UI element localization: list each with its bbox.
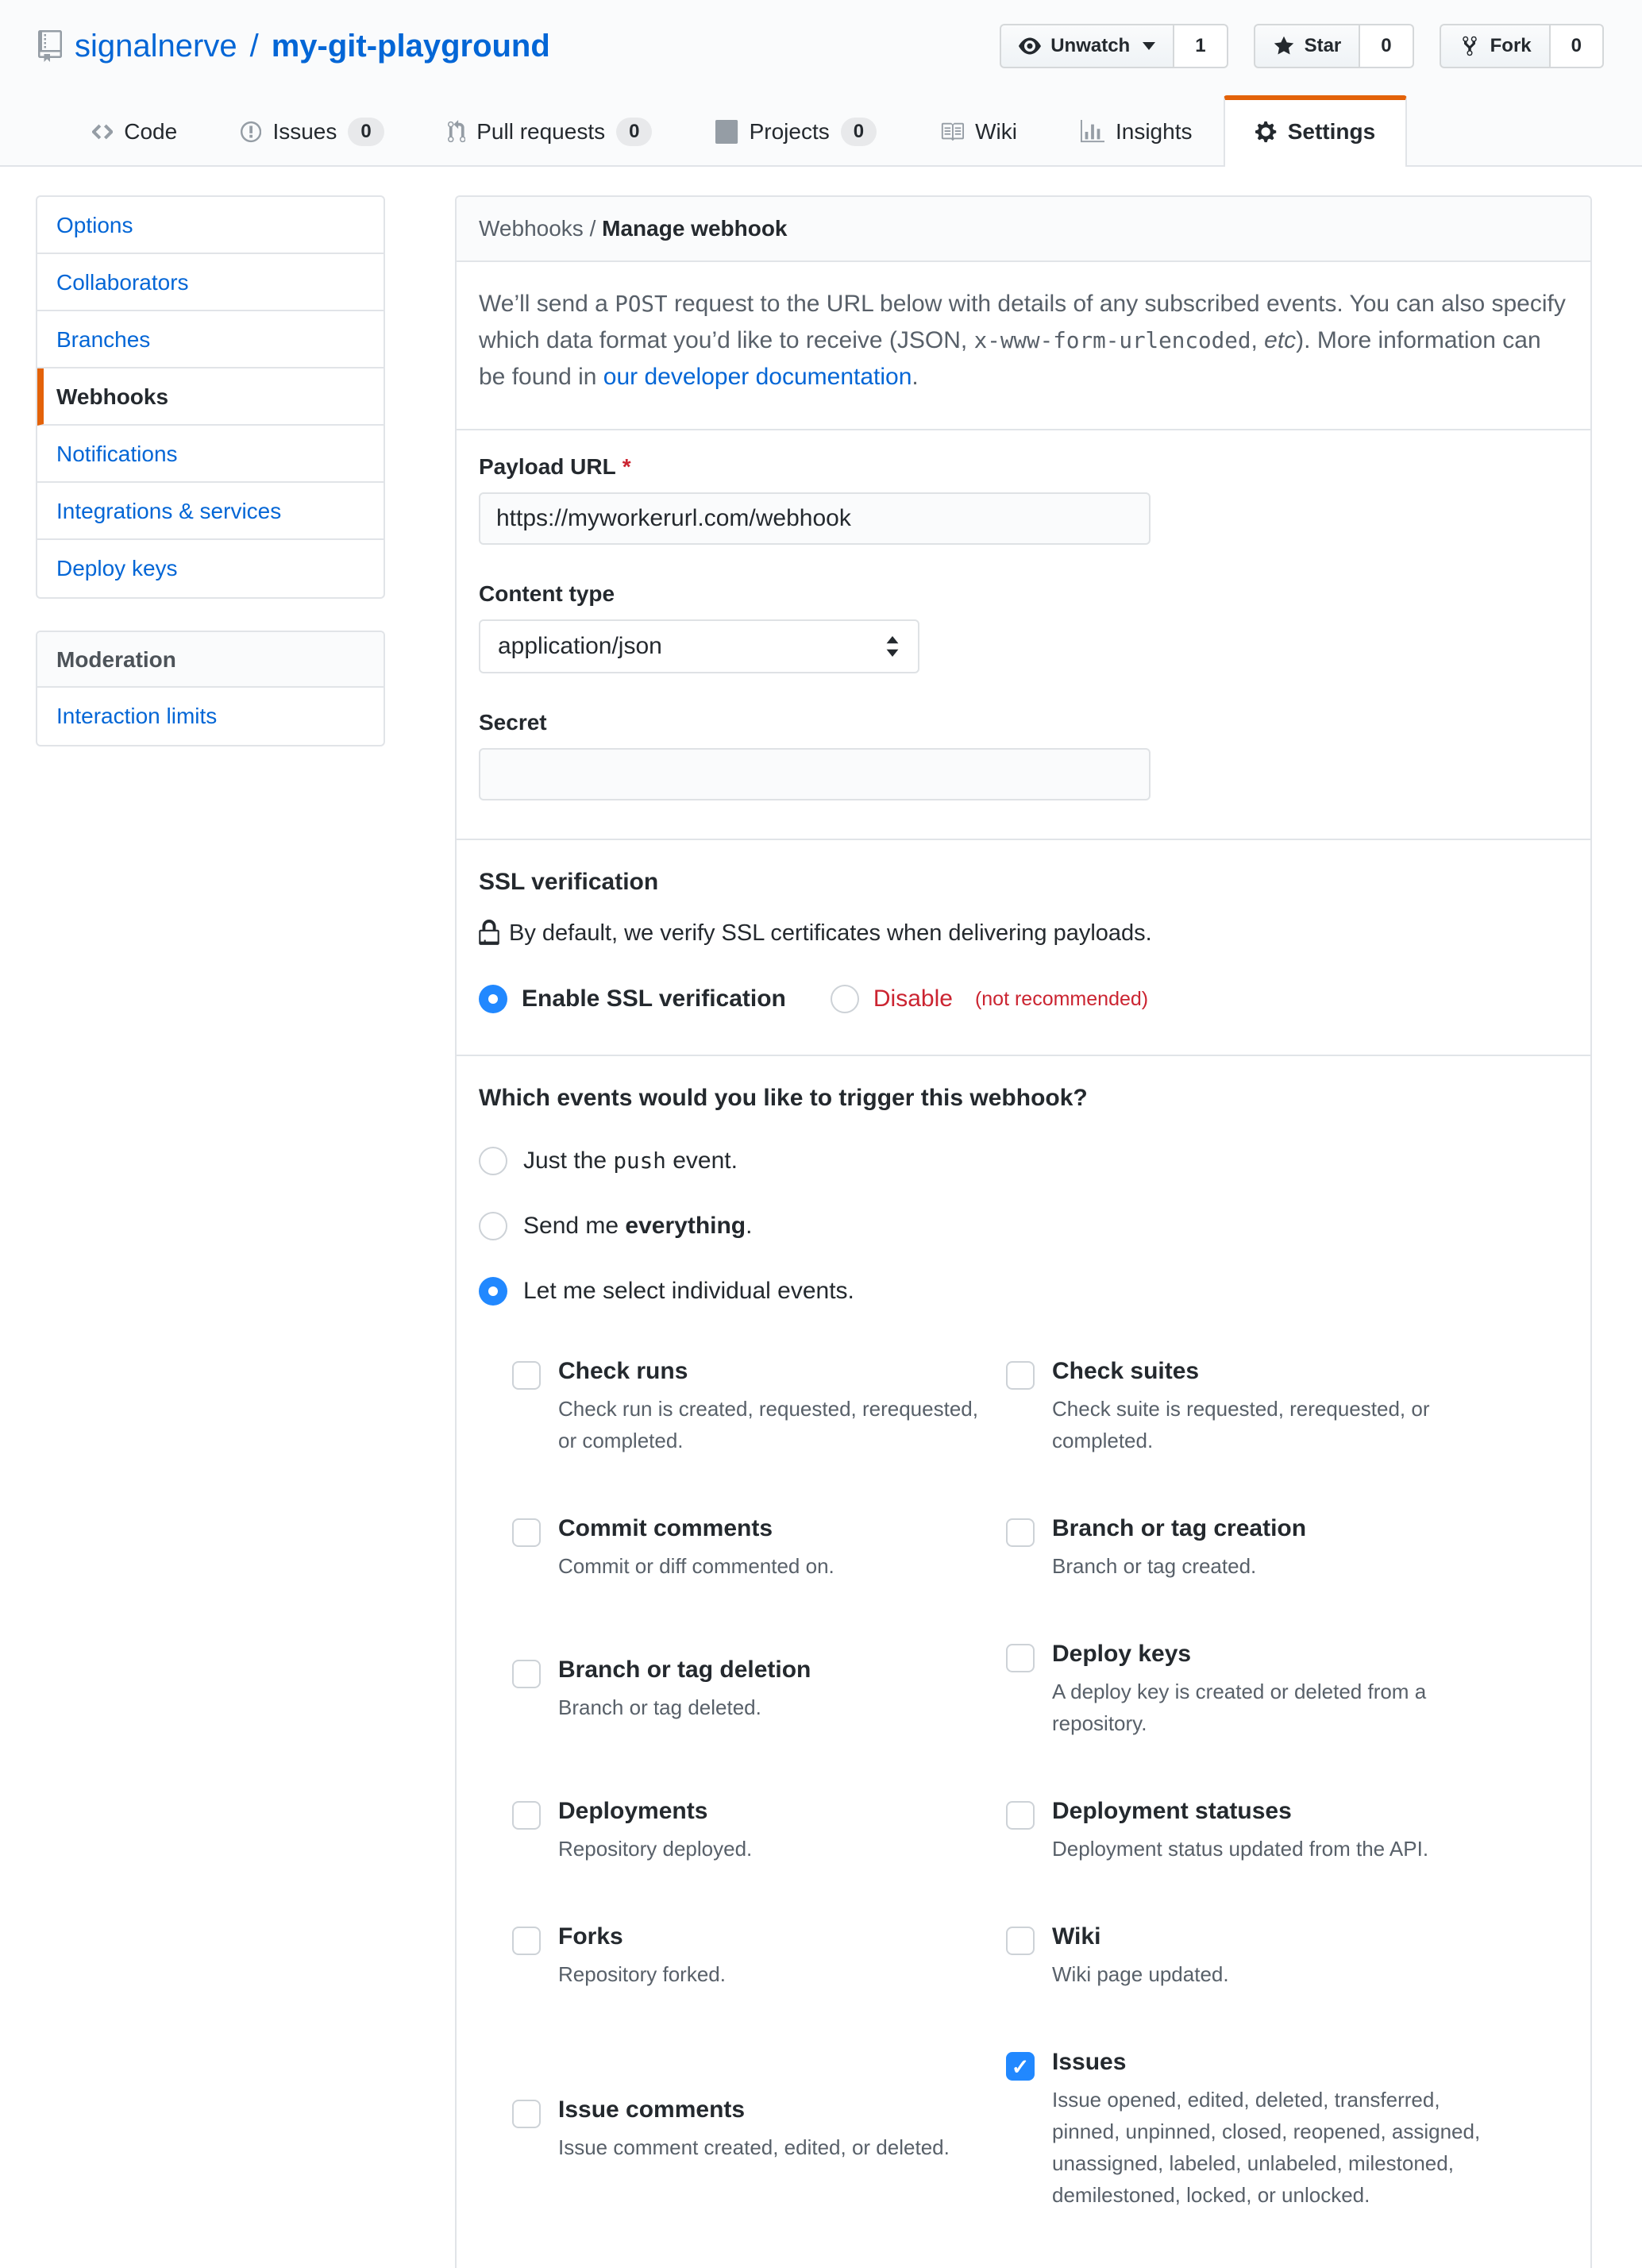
event-item-wiki: Wiki Wiki page updated. [1006, 1923, 1568, 1990]
push-code: push [613, 1148, 666, 1174]
ssl-title: SSL verification [479, 869, 659, 895]
individual-events-radio[interactable] [479, 1277, 507, 1306]
content-type-group [479, 581, 1568, 673]
repo-actions [1000, 24, 1604, 68]
event-item-branch-creation: Branch or tag creation Branch or tag created. [1006, 1515, 1568, 1582]
event-option-push[interactable]: Just the push event. [479, 1147, 1568, 1175]
developer-docs-link[interactable]: our developer documentation [603, 364, 912, 390]
event-item-deploy-keys: Deploy keys A deploy key is created or deleted from a repository. [1006, 1641, 1568, 1739]
moderation-menu [36, 631, 385, 746]
sidebar-item-notifications[interactable]: Notifications [37, 426, 384, 483]
event-option-everything[interactable]: Send me everything. [479, 1212, 1568, 1240]
webhook-panel [455, 195, 1592, 2268]
secret-label: Secret [479, 710, 547, 735]
event-item-deployment-statuses: Deployment statuses Deployment status updated from the API. [1006, 1798, 1568, 1865]
watch-group [1000, 24, 1228, 68]
star-icon [1273, 35, 1295, 57]
event-item-branch-deletion: Branch or tag deletion Branch or tag deleted. [512, 1657, 1006, 1723]
repo-separator: / [249, 28, 259, 64]
tab-pull-requests[interactable]: Pull requests 0 [416, 95, 684, 167]
branch-creation-checkbox[interactable] [1006, 1518, 1035, 1547]
secret-group [479, 710, 1568, 800]
tab-insights[interactable]: Insights [1049, 95, 1224, 167]
repo-owner-link[interactable]: signalnerve [75, 28, 237, 64]
events-row [512, 1641, 1568, 1739]
events-section [457, 1056, 1590, 2268]
event-item-check-suites: Check suites Check suite is requested, rerequested, or completed. [1006, 1358, 1568, 1456]
gear-icon [1255, 120, 1276, 144]
sidebar-item-interaction-limits[interactable]: Interaction limits [56, 704, 218, 728]
events-row [512, 1358, 1568, 1456]
payload-url-label: Payload URL * [479, 454, 631, 479]
lock-icon [479, 920, 499, 947]
payload-url-input[interactable] [479, 492, 1151, 545]
issues-checkbox[interactable] [1006, 2052, 1035, 2081]
events-grid [512, 1358, 1568, 2211]
form-section [457, 430, 1590, 840]
book-icon [940, 120, 964, 144]
sidebar-item-deploy-keys[interactable]: Deploy keys [56, 556, 178, 580]
event-item-issue-comments: Issue comments Issue comment created, edited, or deleted. [512, 2096, 1006, 2163]
events-row [512, 1515, 1568, 1582]
ssl-disable-radio[interactable] [831, 985, 859, 1013]
breadcrumb-webhooks-link[interactable]: Webhooks [479, 216, 584, 241]
repo-name-link[interactable]: my-git-playground [271, 28, 550, 64]
content-area [0, 167, 1642, 2268]
page-header [0, 0, 1642, 167]
pull-request-icon [448, 120, 466, 144]
tab-projects[interactable]: Projects 0 [684, 95, 908, 167]
graph-icon [1081, 120, 1104, 144]
post-code: POST [615, 291, 668, 317]
check-suites-checkbox[interactable] [1006, 1361, 1035, 1390]
issues-count-badge: 0 [348, 118, 384, 146]
events-row [512, 1923, 1568, 1990]
sidebar-item-options[interactable]: Options [37, 197, 384, 254]
select-caret-icon [885, 636, 900, 657]
wiki-checkbox[interactable] [1006, 1927, 1035, 1955]
settings-menu [36, 195, 385, 599]
fork-group [1440, 24, 1604, 68]
check-runs-checkbox[interactable] [512, 1361, 541, 1390]
secret-input[interactable] [479, 748, 1151, 800]
everything-radio[interactable] [479, 1212, 507, 1240]
star-group [1254, 24, 1414, 68]
ssl-section [457, 840, 1590, 1056]
ssl-enable-option[interactable] [479, 985, 786, 1013]
ssl-enable-label: Enable SSL verification [522, 986, 786, 1012]
intro-text: We’ll send a POST request to the URL below with details of any subscribed events. You can also specify which data format you’d like to receive (JSON, x-www-form-urlencoded, etc). More information can be found in our developer documentation. [479, 291, 1566, 390]
breadcrumb [457, 197, 1590, 262]
eye-icon [1019, 35, 1041, 57]
event-item-check-runs: Check runs Check run is created, requested, rerequested, or completed. [512, 1358, 1006, 1456]
sidebar-item-branches[interactable]: Branches [37, 311, 384, 368]
sidebar-item-webhooks[interactable]: Webhooks [37, 368, 384, 426]
intro-section [457, 262, 1590, 430]
events-row [512, 1798, 1568, 1865]
issue-opened-icon [241, 120, 261, 144]
deployment-statuses-checkbox[interactable] [1006, 1801, 1035, 1830]
breadcrumb-separator: / [583, 216, 603, 241]
sidebar-item-integrations[interactable]: Integrations & services [37, 483, 384, 540]
ssl-disable-option[interactable] [831, 985, 1148, 1013]
star-count[interactable]: 0 [1360, 24, 1413, 68]
repo-icon [38, 30, 62, 62]
moderation-header: Moderation [37, 632, 384, 688]
issue-comments-checkbox[interactable] [512, 2100, 541, 2128]
repo-title [38, 29, 550, 64]
repo-tab-nav [38, 95, 1604, 165]
fork-button[interactable]: Fork [1440, 24, 1551, 68]
settings-sidebar [36, 195, 385, 746]
event-item-issues: ✓ Issues Issue opened, edited, deleted, transferred, pinned, unpinned, closed, reopened, assigned, unassigned, labeled, unlabeled, milestoned, demilestoned, locked, or unlocked. [1006, 2049, 1568, 2211]
required-asterisk: * [622, 454, 631, 479]
ssl-note: By default, we verify SSL certificates when delivering payloads. [479, 920, 1568, 947]
commit-comments-checkbox[interactable] [512, 1518, 541, 1547]
content-type-value: application/json [498, 633, 662, 659]
tab-settings[interactable]: Settings [1224, 95, 1407, 167]
content-type-select[interactable] [479, 619, 919, 673]
watch-count[interactable]: 1 [1174, 24, 1228, 68]
event-item-deployments: Deployments Repository deployed. [512, 1798, 1006, 1865]
event-item-commit-comments: Commit comments Commit or diff commented on. [512, 1515, 1006, 1582]
event-option-individual[interactable]: Let me select individual events. [479, 1277, 1568, 1306]
tab-code[interactable]: Code [60, 95, 209, 167]
ssl-disable-label: Disable [873, 986, 953, 1012]
dropdown-caret-icon [1143, 42, 1155, 50]
tab-wiki[interactable]: Wiki [908, 95, 1049, 167]
fork-icon [1459, 35, 1481, 57]
events-question: Which events would you like to trigger this webhook? [479, 1085, 1088, 1111]
deploy-keys-checkbox[interactable] [1006, 1644, 1035, 1672]
project-icon [715, 120, 738, 144]
code-icon [92, 120, 113, 144]
ssl-enable-radio[interactable] [479, 985, 507, 1013]
sidebar-item-collaborators[interactable]: Collaborators [37, 254, 384, 311]
deployments-checkbox[interactable] [512, 1801, 541, 1830]
events-row [512, 2049, 1568, 2211]
star-button[interactable]: Star [1254, 24, 1361, 68]
pulls-count-badge: 0 [616, 118, 652, 146]
projects-count-badge: 0 [841, 118, 877, 146]
tab-issues[interactable]: Issues 0 [209, 95, 416, 167]
urlencoded-code: x-www-form-urlencoded [973, 327, 1251, 353]
push-event-radio[interactable] [479, 1147, 507, 1175]
payload-url-group [479, 454, 1568, 545]
ssl-radio-group [479, 985, 1568, 1013]
forks-checkbox[interactable] [512, 1927, 541, 1955]
event-item-forks: Forks Repository forked. [512, 1923, 1006, 1990]
fork-count[interactable]: 0 [1551, 24, 1604, 68]
branch-deletion-checkbox[interactable] [512, 1660, 541, 1688]
repo-row [38, 24, 1604, 68]
unwatch-button[interactable]: Unwatch [1000, 24, 1174, 68]
breadcrumb-current: Manage webhook [602, 216, 788, 241]
ssl-disable-note: (not recommended) [974, 987, 1149, 1010]
content-type-label: Content type [479, 581, 615, 606]
